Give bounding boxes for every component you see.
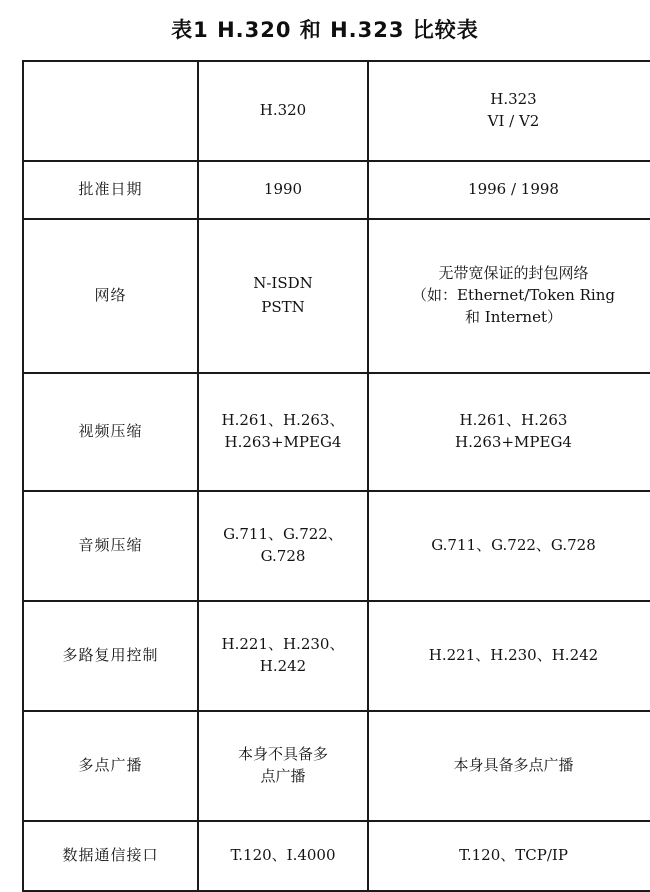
cell-line: 本身具备多点广播 xyxy=(453,756,574,775)
cell-line: 1990 xyxy=(263,180,303,199)
header-cell-h323 xyxy=(368,61,650,161)
cell-h323-multiplex-control xyxy=(368,601,650,711)
table-row xyxy=(23,711,650,821)
cell-line: G.711、G.722、 xyxy=(223,525,343,544)
cell-h323-network xyxy=(368,219,650,373)
cell-line: 1996 / 1998 xyxy=(468,180,559,199)
row-label-data-interface: 数据通信接口 xyxy=(23,821,198,891)
cell-h320-audio-compression xyxy=(198,491,368,601)
row-label-multiplex-control: 多路复用控制 xyxy=(23,601,198,711)
cell-line: 和 Internet） xyxy=(465,307,562,326)
cell-line: H.263+MPEG4 xyxy=(224,433,342,451)
cell-h323-multicast xyxy=(368,711,650,821)
row-label-multicast: 多点广播 xyxy=(23,711,198,821)
header-cell-label xyxy=(23,61,198,161)
comparison-table-container xyxy=(22,60,628,892)
cell-h320-data-interface xyxy=(198,821,368,891)
cell-line: H.221、H.230、H.242 xyxy=(428,646,599,665)
cell-h320-approval-date xyxy=(198,161,368,219)
table-row xyxy=(23,161,650,219)
cell-h323-video-compression xyxy=(368,373,650,491)
cell-line: H.261、H.263 xyxy=(459,411,568,430)
table-row xyxy=(23,601,650,711)
table-row xyxy=(23,373,650,491)
cell-h320-multicast xyxy=(198,711,368,821)
cell-line: H.263+MPEG4 xyxy=(455,433,572,451)
table-row xyxy=(23,491,650,601)
page-title: 表1 H.320 和 H.323 比较表 xyxy=(171,18,479,42)
cell-line: T.120、I.4000 xyxy=(230,846,336,865)
row-label-network: 网络 xyxy=(23,219,198,373)
cell-line: G.728 xyxy=(260,547,306,565)
row-label-audio-compression: 音频压缩 xyxy=(23,491,198,601)
cell-h323-audio-compression xyxy=(368,491,650,601)
cell-line: 无带宽保证的封包网络 xyxy=(438,264,589,283)
header-cell-h320: H.320 xyxy=(198,61,368,161)
header-h323-line1: H.323 xyxy=(490,90,537,109)
table-row xyxy=(23,219,650,373)
cell-line: G.711、G.722、G.728 xyxy=(431,536,596,555)
row-label-approval-date: 批准日期 xyxy=(23,161,198,219)
cell-h323-approval-date xyxy=(368,161,650,219)
cell-line: 本身不具备多 xyxy=(237,745,328,764)
cell-line: N-ISDN xyxy=(253,274,313,293)
cell-h320-network xyxy=(198,219,368,373)
row-label-video-compression: 视频压缩 xyxy=(23,373,198,491)
cell-line: H.242 xyxy=(259,657,307,675)
cell-h320-video-compression xyxy=(198,373,368,491)
cell-line: 点广播 xyxy=(260,767,306,785)
cell-line: T.120、TCP/IP xyxy=(459,846,568,865)
cell-line: H.261、H.263、 xyxy=(221,411,345,430)
cell-h320-multiplex-control xyxy=(198,601,368,711)
cell-line: （如：Ethernet/Token Ring xyxy=(412,286,615,305)
cell-h323-data-interface xyxy=(368,821,650,891)
table-header-row xyxy=(23,61,650,161)
table-row xyxy=(23,821,650,891)
header-h323-line2: VI / V2 xyxy=(487,112,540,130)
cell-line: H.221、H.230、 xyxy=(221,635,345,654)
cell-line: PSTN xyxy=(261,298,305,316)
comparison-table xyxy=(22,60,650,892)
